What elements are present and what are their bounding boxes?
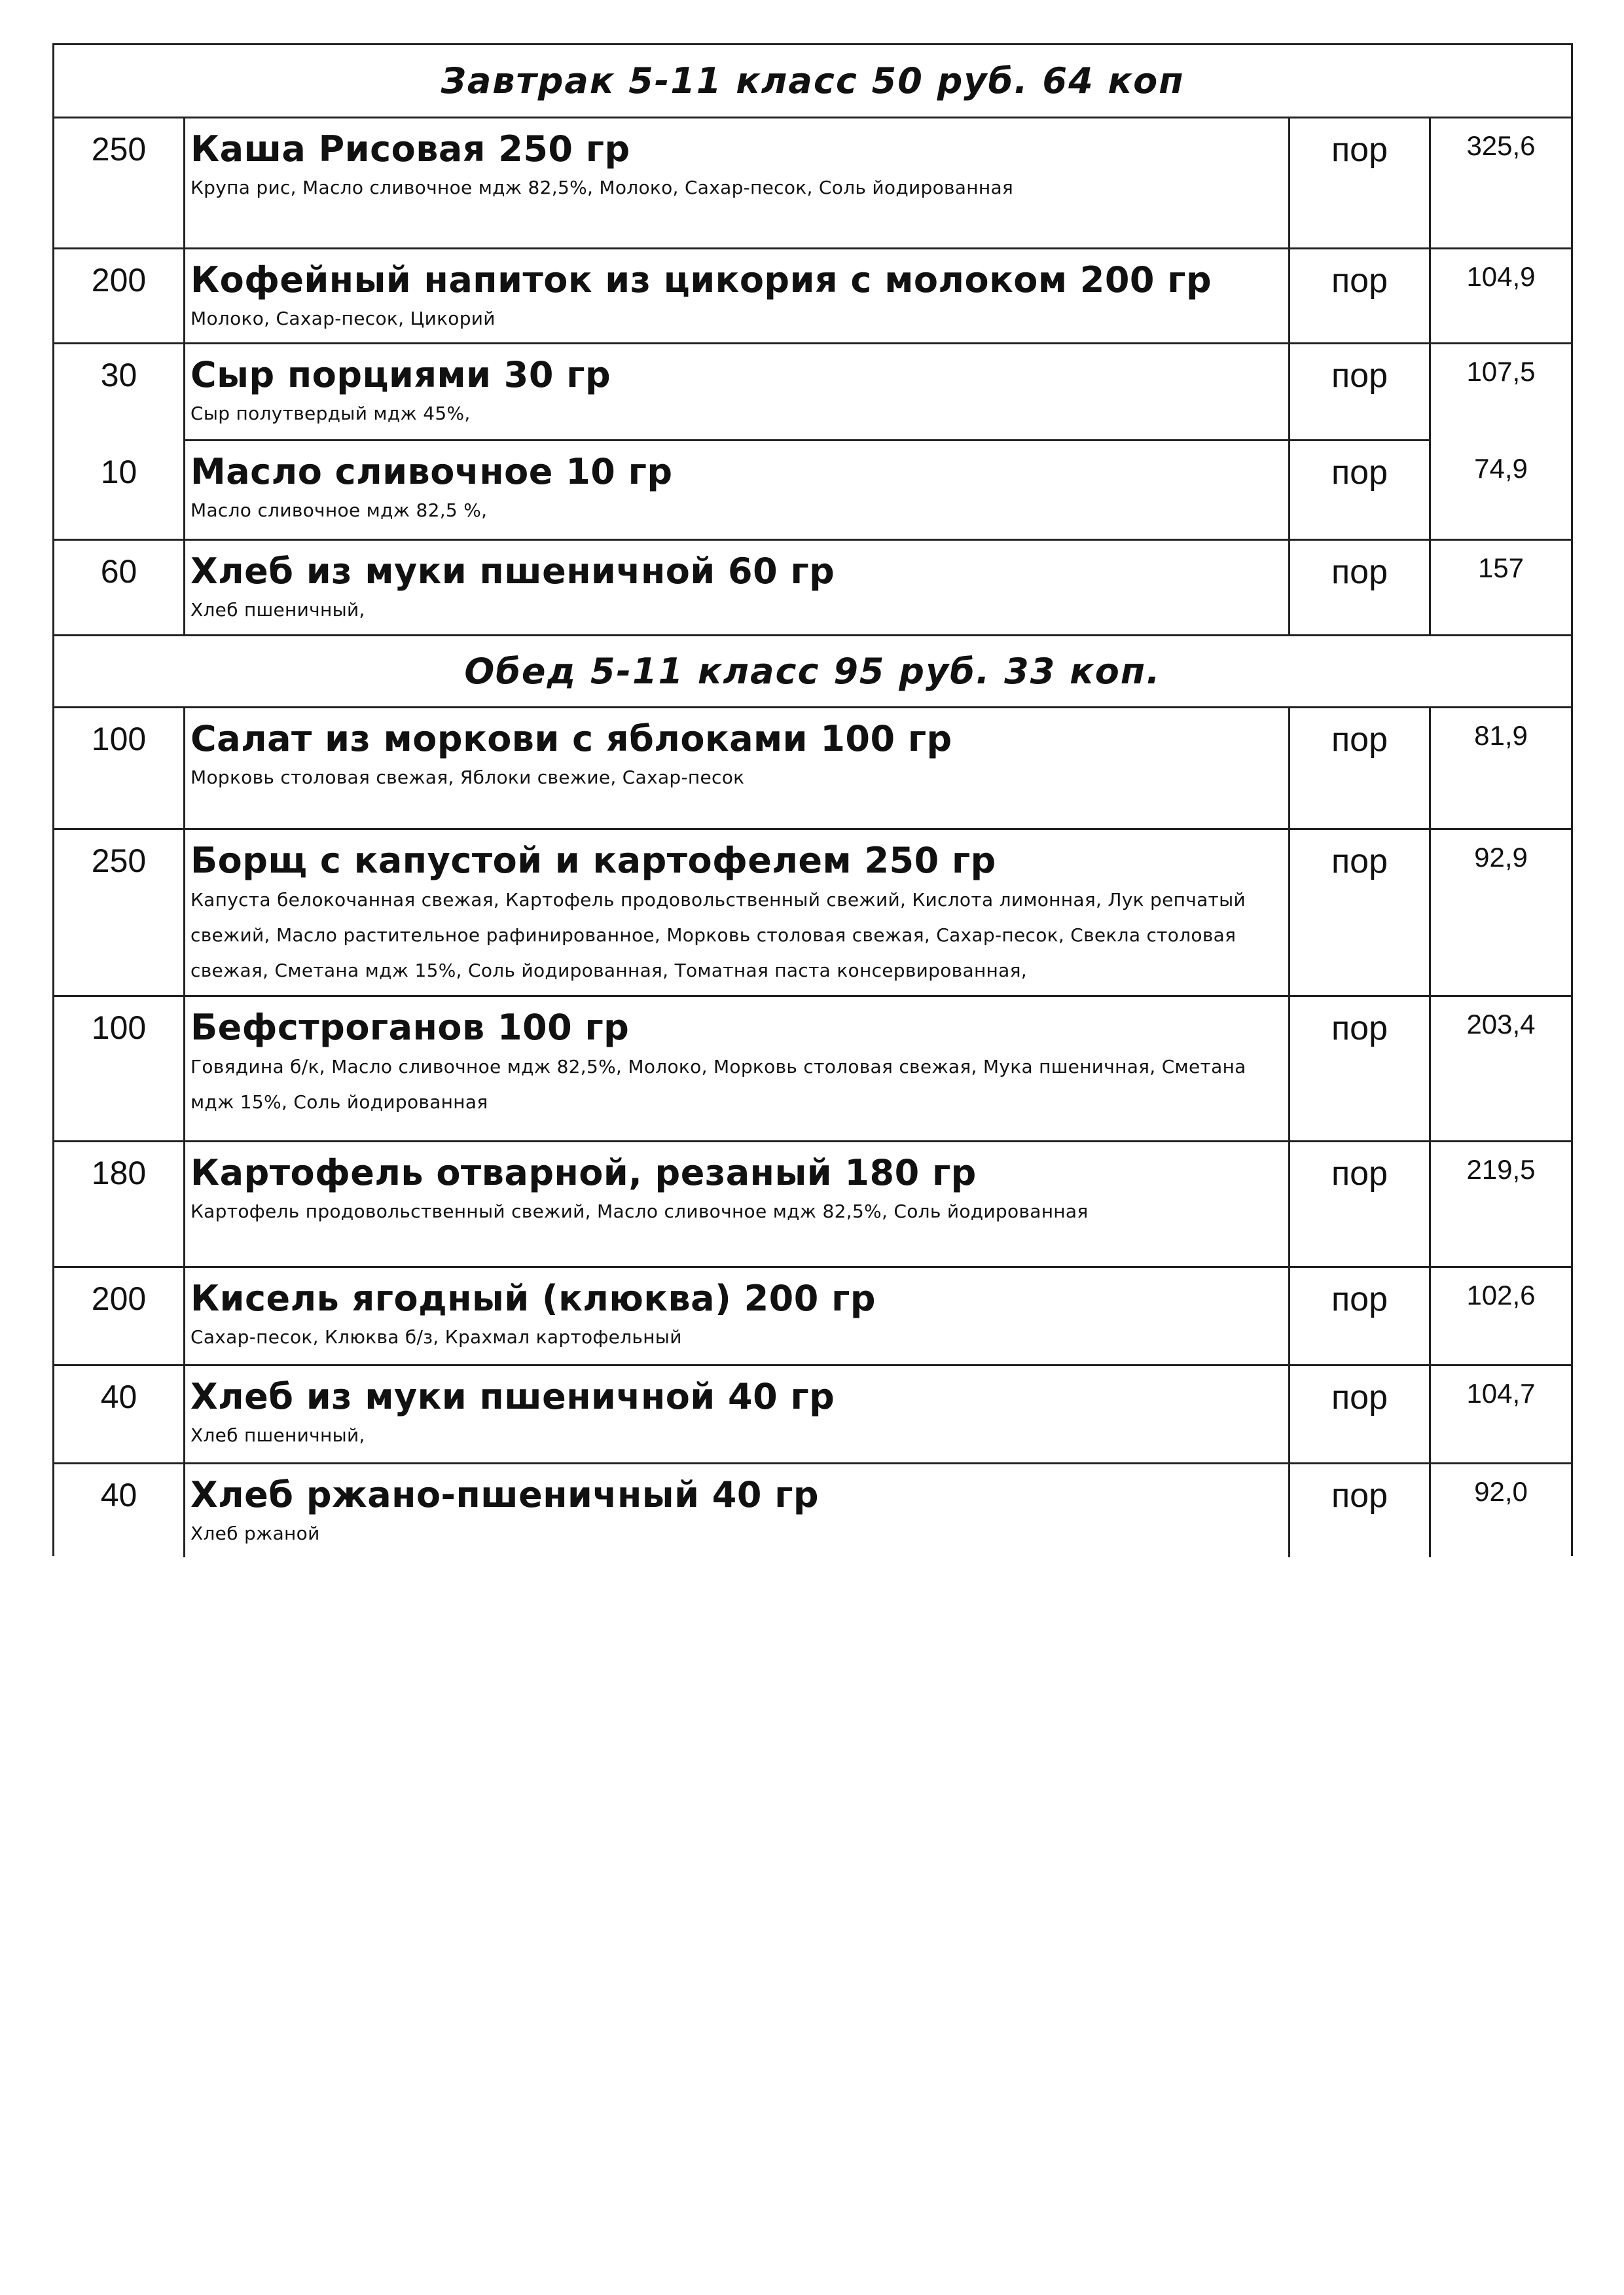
- calories: 81,9: [1474, 720, 1528, 751]
- portion-weight: 100: [54, 997, 185, 1140]
- unit: пор: [1290, 1142, 1431, 1266]
- calories: 104,7: [1466, 1378, 1536, 1409]
- unit: пор: [1290, 830, 1431, 995]
- unit: пор: [1290, 1366, 1431, 1462]
- calories: 157: [1477, 552, 1525, 583]
- dish-ingredients: Хлеб пшеничный,: [190, 1424, 365, 1446]
- dish-name: Картофель отварной, резаный 180 гр: [190, 1152, 977, 1193]
- dish-cell: [185, 118, 1290, 247]
- calories: 102,6: [1466, 1280, 1536, 1310]
- dish-name: Кисель ягодный (клюква) 200 гр: [190, 1278, 876, 1319]
- portion-weight: 30: [54, 344, 185, 441]
- dish-name: Хлеб из муки пшеничной 60 гр: [190, 551, 835, 592]
- dish-ingredients: Масло сливочное мдж 82,5 %,: [190, 499, 488, 521]
- portion-weight: 180: [54, 1142, 185, 1266]
- portion-weight: 250: [54, 830, 185, 995]
- dish-ingredients: Хлеб пшеничный,: [190, 599, 365, 621]
- dish-ingredients: Крупа рис, Масло сливочное мдж 82,5%, Молоко, Сахар-песок, Соль йодированная: [190, 177, 1014, 198]
- calories: 104,9: [1466, 261, 1536, 292]
- portion-weight: 200: [54, 249, 185, 342]
- menu-row: [54, 830, 1571, 997]
- portion-weight: 250: [54, 118, 185, 247]
- menu-row: [54, 1366, 1571, 1464]
- dish-name: Хлеб из муки пшеничной 40 гр: [190, 1376, 835, 1417]
- dish-ingredients: Говядина б/к, Масло сливочное мдж 82,5%, Молоко, Морковь столовая свежая, Мука пшеничная, Сметана мдж 15%, Соль йодированная: [190, 1056, 1246, 1113]
- dish-name: Масло сливочное 10 гр: [190, 451, 673, 492]
- unit: пор: [1290, 708, 1431, 828]
- calories: 107,5: [1466, 356, 1536, 387]
- dish-name: Сыр порциями 30 гр: [190, 354, 611, 395]
- portion-weight: 60: [54, 541, 185, 634]
- dish-cell: [185, 830, 1290, 995]
- unit: пор: [1290, 997, 1431, 1140]
- menu-row: [54, 344, 1571, 441]
- dish-ingredients: Хлеб ржаной: [190, 1523, 320, 1544]
- dish-name: Хлеб ржано-пшеничный 40 гр: [190, 1474, 820, 1515]
- menu-row: [54, 997, 1571, 1142]
- unit: пор: [1290, 1268, 1431, 1364]
- calories: 203,4: [1466, 1009, 1536, 1039]
- menu-row: [54, 441, 1571, 541]
- menu-row: [54, 1464, 1571, 1556]
- menu-row: [54, 118, 1571, 249]
- dish-cell: [185, 708, 1290, 828]
- calories: 92,0: [1474, 1476, 1528, 1507]
- dish-ingredients: Капуста белокочанная свежая, Картофель продовольственный свежий, Кислота лимонная, Лук репчатый свежий, Масло растительное рафинированное, Морковь столовая свежая, Сахар-песок, Свекла столовая свежая, Сметана мдж 15%, Соль йодированная, Томатная паста консервированная,: [190, 889, 1246, 981]
- dish-name: Каша Рисовая 250 гр: [190, 128, 630, 170]
- portion-weight: 10: [54, 441, 185, 539]
- unit: пор: [1290, 441, 1431, 539]
- unit: пор: [1290, 249, 1431, 342]
- dish-cell: [185, 249, 1290, 342]
- dish-name: Бефстроганов 100 гр: [190, 1007, 630, 1048]
- unit: пор: [1290, 118, 1431, 247]
- section-title: Завтрак 5-11 класс 50 руб. 64 коп: [441, 60, 1185, 101]
- menu-row: [54, 541, 1571, 636]
- dish-cell: [185, 441, 1290, 539]
- menu-row: [54, 708, 1571, 830]
- dish-cell: [185, 1268, 1290, 1364]
- dish-cell: [185, 1142, 1290, 1266]
- unit: пор: [1290, 1464, 1431, 1557]
- calories: 92,9: [1474, 842, 1528, 873]
- section-title: Обед 5-11 класс 95 руб. 33 коп.: [464, 651, 1161, 692]
- menu-table: [52, 43, 1573, 1556]
- menu-row: [54, 1142, 1571, 1268]
- dish-cell: [185, 344, 1290, 441]
- dish-cell: [185, 1464, 1290, 1557]
- dish-ingredients: Сахар-песок, Клюква б/з, Крахмал картофельный: [190, 1326, 682, 1348]
- portion-weight: 40: [54, 1464, 185, 1557]
- dish-cell: [185, 1366, 1290, 1462]
- portion-weight: 200: [54, 1268, 185, 1364]
- calories: 219,5: [1466, 1154, 1536, 1185]
- unit: пор: [1290, 541, 1431, 634]
- menu-row: [54, 249, 1571, 344]
- dish-ingredients: Морковь столовая свежая, Яблоки свежие, Сахар-песок: [190, 767, 745, 788]
- dish-ingredients: Картофель продовольственный свежий, Масло сливочное мдж 82,5%, Соль йодированная: [190, 1201, 1089, 1222]
- dish-cell: [185, 997, 1290, 1140]
- dish-ingredients: Молоко, Сахар-песок, Цикорий: [190, 308, 496, 329]
- calories: 74,9: [1474, 453, 1528, 484]
- menu-row: [54, 1268, 1571, 1366]
- dish-name: Борщ с капустой и картофелем 250 гр: [190, 840, 996, 881]
- dish-name: Кофейный напиток из цикория с молоком 200 гр: [190, 259, 1212, 300]
- dish-name: Салат из моркови с яблоками 100 гр: [190, 718, 952, 759]
- unit: пор: [1290, 344, 1431, 441]
- dish-ingredients: Сыр полутвердый мдж 45%,: [190, 403, 471, 424]
- section-header-lunch: [54, 636, 1571, 708]
- calories: 325,6: [1466, 130, 1536, 161]
- section-header-breakfast: [54, 45, 1571, 118]
- portion-weight: 40: [54, 1366, 185, 1462]
- portion-weight: 100: [54, 708, 185, 828]
- dish-cell: [185, 541, 1290, 634]
